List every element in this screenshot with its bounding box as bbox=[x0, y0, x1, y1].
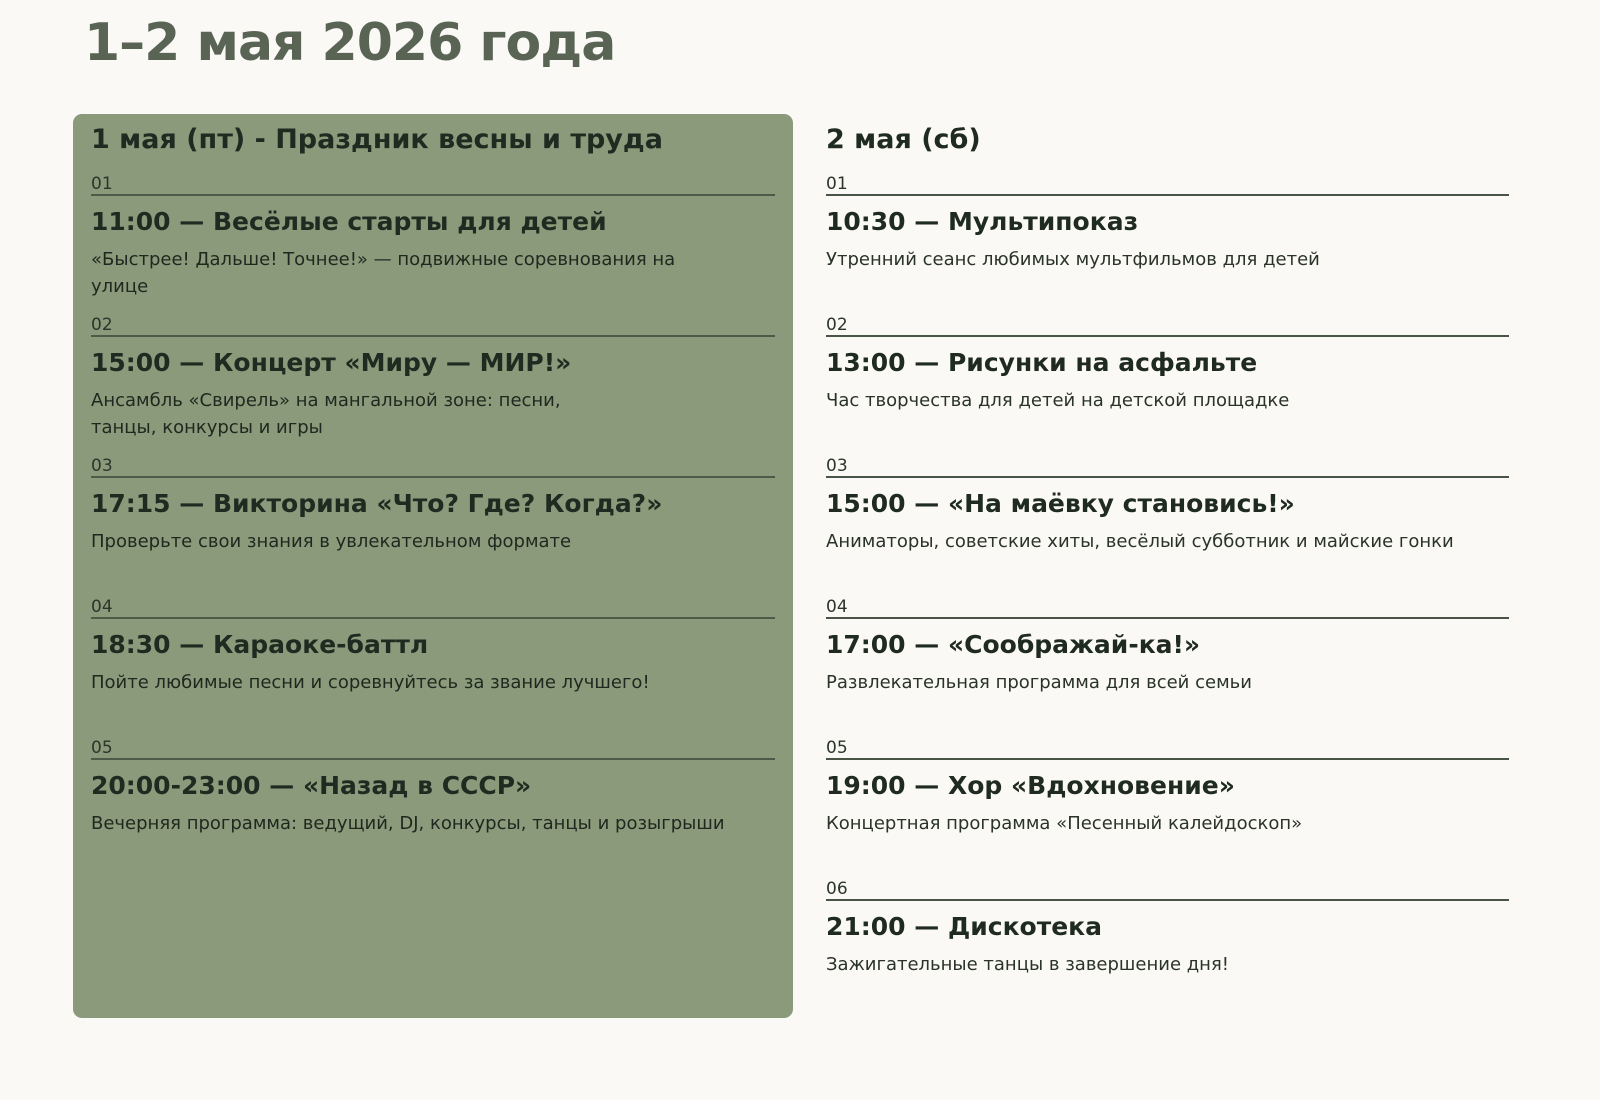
schedule-item-title: 15:00 — «На маёвку становись!» bbox=[826, 489, 1295, 518]
schedule-item-number: 02 bbox=[91, 307, 775, 337]
schedule-item-title: 17:00 — «Соображай-ка!» bbox=[826, 630, 1201, 659]
schedule-item-title: 13:00 — Рисунки на асфальте bbox=[826, 348, 1258, 377]
day-1-panel bbox=[73, 114, 793, 1018]
schedule-item-title: 19:00 — Хор «Вдохновение» bbox=[826, 771, 1235, 800]
schedule-item-description: Утренний сеанс любимых мультфильмов для детей bbox=[826, 249, 1320, 270]
schedule-item bbox=[826, 166, 1518, 307]
schedule-item bbox=[826, 307, 1518, 448]
schedule-item-description: Пойте любимые песни и соревнуйтесь за звание лучшего! bbox=[91, 672, 650, 693]
schedule-item-description: Проверьте свои знания в увлекательном формате bbox=[91, 531, 572, 552]
schedule-item-description: Развлекательная программа для всей семьи bbox=[826, 672, 1252, 693]
schedule-item-title: 11:00 — Весёлые старты для детей bbox=[91, 207, 607, 236]
schedule-item bbox=[91, 589, 775, 730]
schedule-item-number: 01 bbox=[91, 166, 775, 196]
schedule-item-number: 02 bbox=[826, 307, 1509, 337]
schedule-item bbox=[91, 166, 775, 307]
schedule-item bbox=[826, 448, 1518, 589]
schedule-item-number: 04 bbox=[826, 589, 1509, 619]
page-title: 1–2 мая 2026 года bbox=[84, 13, 616, 73]
schedule-item-title: 21:00 — Дискотека bbox=[826, 912, 1103, 941]
schedule-item bbox=[826, 730, 1518, 871]
schedule-item bbox=[826, 871, 1518, 1012]
day-2-panel bbox=[810, 114, 1530, 1018]
schedule-item-description: Концертная программа «Песенный калейдоскоп» bbox=[826, 813, 1303, 834]
schedule-item bbox=[826, 589, 1518, 730]
day-1-heading: 1 мая (пт) - Праздник весны и труда bbox=[91, 124, 663, 155]
schedule-item-title: 20:00-23:00 — «Назад в СССР» bbox=[91, 771, 532, 800]
day-2-heading: 2 мая (сб) bbox=[826, 124, 981, 155]
schedule-item-number: 05 bbox=[826, 730, 1509, 760]
schedule-item-description: Зажигательные танцы в завершение дня! bbox=[826, 954, 1229, 975]
schedule-item-title: 15:00 — Концерт «Миру — МИР!» bbox=[91, 348, 572, 377]
schedule-item-title: 18:30 — Караоке-баттл bbox=[91, 630, 429, 659]
schedule-item-title: 10:30 — Мультипоказ bbox=[826, 207, 1139, 236]
schedule-item-title: 17:15 — Викторина «Что? Где? Когда?» bbox=[91, 489, 663, 518]
schedule-item-description: Час творчества для детей на детской площадке bbox=[826, 390, 1290, 411]
schedule-item-description: «Быстрее! Дальше! Точнее!» — подвижные соревнования на улице bbox=[91, 249, 676, 297]
schedule-item bbox=[91, 307, 775, 448]
schedule-item-number: 01 bbox=[826, 166, 1509, 196]
schedule-item bbox=[91, 730, 775, 871]
schedule-item-number: 03 bbox=[826, 448, 1509, 478]
schedule-item bbox=[91, 448, 775, 589]
schedule-item-number: 04 bbox=[91, 589, 775, 619]
schedule-item-number: 05 bbox=[91, 730, 775, 760]
schedule-item-number: 03 bbox=[91, 448, 775, 478]
schedule-item-description: Аниматоры, советские хиты, весёлый субботник и майские гонки bbox=[826, 531, 1454, 552]
schedule-item-description: Ансамбль «Свирель» на мангальной зоне: песни, танцы, конкурсы и игры bbox=[91, 390, 561, 438]
schedule-item-description: Вечерняя программа: ведущий, DJ, конкурсы, танцы и розыгрыши bbox=[91, 813, 725, 834]
schedule-item-number: 06 bbox=[826, 871, 1509, 901]
